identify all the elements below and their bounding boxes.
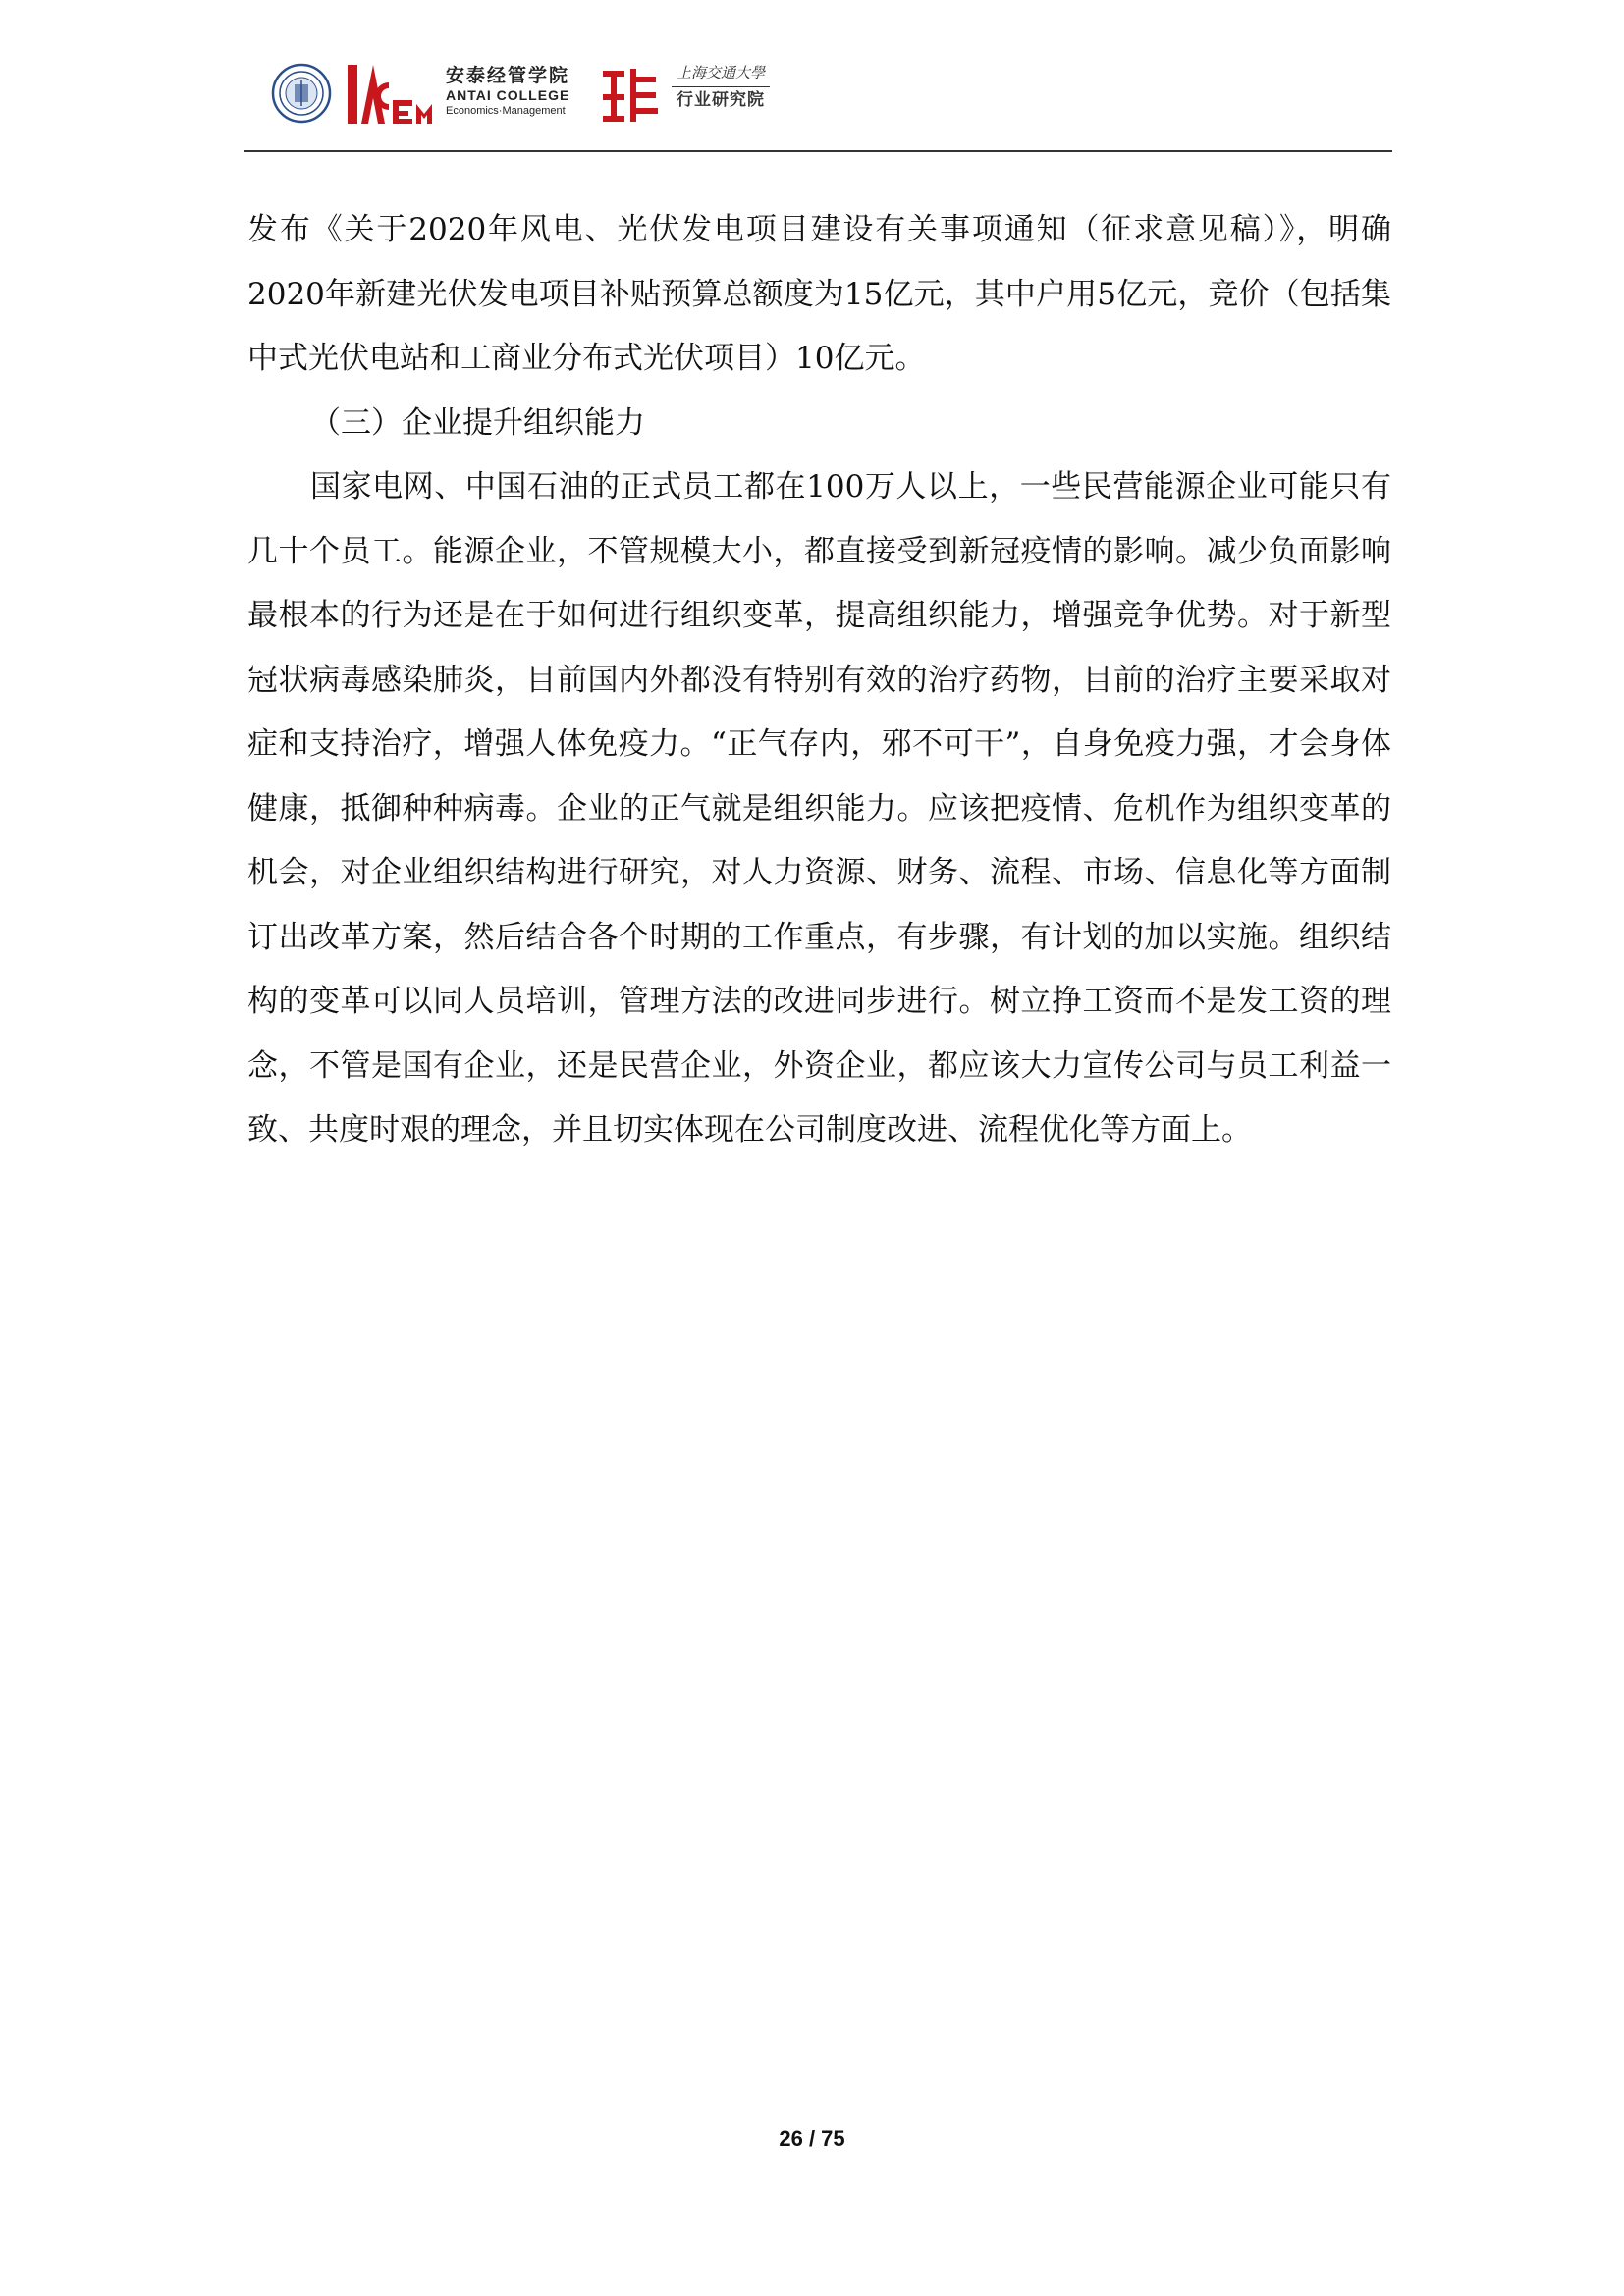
page-header [244, 53, 1392, 151]
paragraph-continuation: 发布《关于2020年风电、光伏发电项目建设有关事项通知（征求意见稿）》，明确2020年新建光伏发电项目补贴预算总额度为15亿元，其中户用5亿元，竞价（包括集中式光伏电站和工商业分布式光伏项目）10亿元。 [247, 212, 1391, 376]
paragraph-body: 国家电网、中国石油的正式员工都在100万人以上，一些民营能源企业可能只有几十个员工。能源企业，不管规模大小，都直接受到新冠疫情的影响。减少负面影响最根本的行为还是在于如何进行组织变革，提高组织能力，增强竞争优势。对于新型冠状病毒感染肺炎，目前国内外都没有特别有效的治疗药物，目前的治疗主要采取对症和支持治疗，增强人体免疫力。“正气存内，邪不可干”，自身免疫力强，才会身体健康，抵御种种病毒。企业的正气就是组织能力。应该把疫情、危机作为组织变革的机会，对企业组织结构进行研究，对人力资源、财务、流程、市场、信息化等方面制订出改革方案，然后结合各个时期的工作重点，有步骤，有计划的加以实施。组织结构的变革可以同人员培训，管理方法的改进同步进行。树立挣工资而不是发工资的理念，不管是国有企业，还是民营企业，外资企业，都应该大力宣传公司与员工利益一致、共度时艰的理念，并且切实体现在公司制度改进、流程优化等方面上。 [247, 469, 1391, 1148]
section-heading: （三）企业提升组织能力 [310, 404, 645, 441]
university-seal-icon [271, 63, 332, 124]
college-subtitle: Economics·Management [446, 105, 566, 117]
sjtu-name: 上海交通大學 [672, 63, 770, 87]
page-number: 26 / 75 [779, 2126, 845, 2151]
document-body [247, 198, 1391, 1163]
college-name-en: ANTAI COLLEGE [446, 87, 570, 103]
acem-logo-icon [346, 61, 444, 128]
college-name-cn: 安泰经管学院 [446, 65, 570, 86]
header-divider [244, 150, 1392, 152]
institute-name: 行业研究院 [677, 90, 765, 110]
institute-name-block [672, 63, 770, 113]
institute-logo-icon [601, 65, 660, 126]
